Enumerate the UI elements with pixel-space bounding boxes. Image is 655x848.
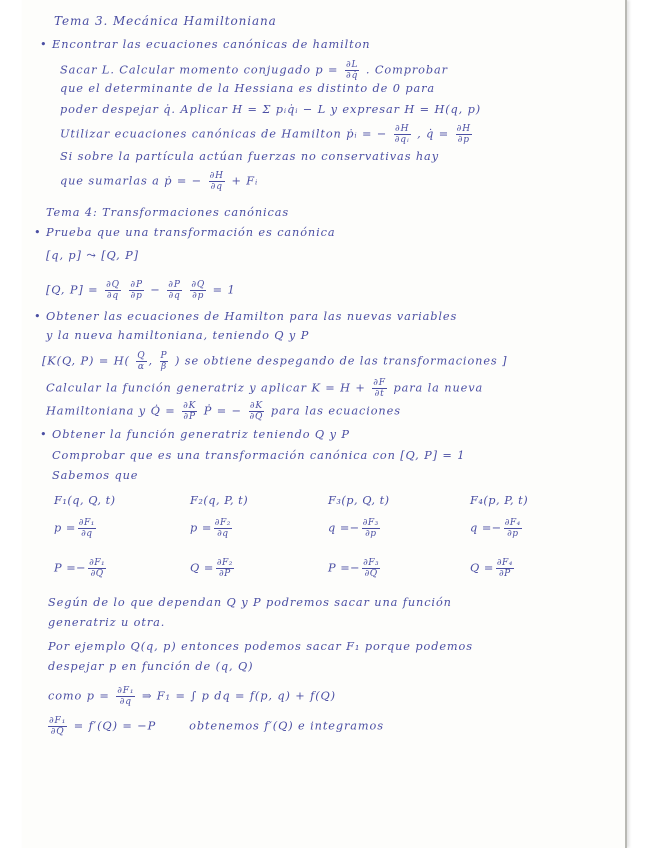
section-title-tema-3: Tema 3. Mecánica Hamiltoniana: [54, 14, 277, 28]
fraction: $\frac{\partial L}{\partial q̇}$: [345, 60, 359, 81]
generating-function-f4-head: F₄(p, P, t): [470, 494, 529, 507]
tema4-mapping: [q, p] ⤳ [Q, P]: [46, 249, 139, 262]
notebook-page: [22, 0, 627, 848]
tema4-bullet-3-line-3: Sabemos que: [52, 469, 139, 482]
tema3-line-2: Sacar L. Calcular momento conjugado p = $\frac{\partial L}{\partial q̇}$ . Comprobar: [60, 60, 448, 81]
paragraph-line-1: Según de lo que dependan Q y P podremos sacar una función: [48, 596, 452, 609]
generating-function-f2-head: F₂(q, P, t): [190, 494, 249, 507]
tema3-line-5: Utilizar ecuaciones canónicas de Hamilton ṗᵢ = − $\frac{\partial H}{\text{∂qᵢ}}$ , q̇ = $\frac{\partial H}{\partial p}$: [60, 124, 471, 145]
fraction: $\frac{Q}{\alpha}$: [137, 351, 146, 372]
fraction: $\frac{P}{\beta}$: [160, 351, 168, 372]
paragraph-line-2: generatriz u otra.: [48, 616, 166, 629]
fraction: $\frac{\partial Q}{\partial p}$: [191, 280, 206, 301]
section-title-tema-4: Tema 4: Transformaciones canónicas: [46, 206, 290, 219]
gen-row2-f3: P =− $\frac{\text{∂F₃}}{\partial Q}$: [328, 558, 380, 579]
tema4-bullet-2-line-3: [K(Q, P) = H( $\frac{Q}{\alpha}$ , $\frac{P}{\beta}$ ) se obtiene despegando de las transformaciones ]: [42, 351, 508, 372]
fraction: $\frac{\partial H}{\text{∂qᵢ}}$: [394, 124, 410, 145]
tema3-line-6: Si sobre la partícula actúan fuerzas no conservativas hay: [60, 150, 439, 163]
paragraph-line-6: $\frac{\text{∂F₁}}{\partial Q}$ = f′(Q) = −P obtenemos f′(Q) e integramos: [49, 716, 384, 737]
fraction: $\frac{\partial Q}{\partial q}$: [106, 280, 120, 301]
tema3-line-1: • Encontrar las ecuaciones canónicas de hamilton: [40, 38, 371, 51]
tema4-bullet-2-line-4: Calcular la función generatriz y aplicar K = H + $\frac{\partial F}{\partial t}$ para la nueva: [46, 378, 484, 399]
paragraph-line-4: despejar p en función de (q, Q): [48, 660, 254, 673]
tema3-line-3: que el determinante de la Hessiana es distinto de 0 para: [60, 82, 436, 95]
gen-row1-f1: p = $\frac{\text{∂F₁}}{\partial q}$: [54, 518, 95, 539]
gen-row1-f4: q =− $\frac{\text{∂F₄}}{\partial p}$: [470, 518, 521, 539]
tema4-bullet-2: • Obtener las ecuaciones de Hamilton para las nuevas variables: [34, 310, 458, 323]
tema4-bullet-1: • Prueba que una transformación es canónica: [34, 226, 336, 239]
generating-function-f3-head: F₃(p, Q, t): [328, 494, 390, 507]
tema4-bullet-3-line-2: Comprobar que es una transformación canónica con [Q, P] = 1: [52, 449, 466, 462]
fraction: $\frac{\text{∂F₁}}{\partial Q}$: [49, 716, 67, 737]
poisson-bracket-equation: [Q, P] = $\frac{\partial Q}{\partial q}$ $\frac{\partial P}{\partial p}$ − $\frac{\partial P}{\partial q}$ $\frac{\partial Q}{\partial p}$ = 1: [46, 280, 236, 301]
fraction: $\frac{\partial P}{\partial p}$: [130, 280, 143, 301]
generating-function-f1-head: F₁(q, Q, t): [54, 494, 116, 507]
gen-row2-f1: P =− $\frac{\text{∂F₁}}{\partial Q}$: [54, 558, 106, 579]
gen-row2-f2: Q = $\frac{\text{∂F₂}}{\partial P}$: [190, 558, 233, 579]
fraction: $\frac{\partial F}{\partial t}$: [373, 378, 386, 399]
tema4-bullet-2-line-2: y la nueva hamiltoniana, teniendo Q y P: [46, 329, 310, 342]
fraction: $\frac{\partial P}{\partial q}$: [168, 280, 181, 301]
gen-row2-f4: Q = $\frac{\text{∂F₄}}{\partial P}$: [470, 558, 513, 579]
gen-row1-f3: q =− $\frac{\text{∂F₃}}{\partial p}$: [328, 518, 379, 539]
gen-row1-f2: p = $\frac{\text{∂F₂}}{\partial q}$: [190, 518, 231, 539]
tema4-bullet-2-line-5: Hamiltoniana y Q̇ = $\frac{\partial K}{\partial P}$ Ṗ = − $\frac{\partial K}{\partial Q}$ para las ecuaciones: [46, 401, 401, 422]
fraction: $\frac{\partial H}{\partial p}$: [456, 124, 471, 145]
tema3-line-4: poder despejar q̇. Aplicar H = Σ pᵢq̇ᵢ − L y expresar H = H(q, p): [60, 103, 482, 116]
fraction: $\frac{\partial H}{\partial q}$: [209, 171, 224, 192]
fraction: $\frac{\text{∂F₁}}{\partial q}$: [117, 686, 135, 707]
tema3-line-7: que sumarlas a ṗ = − $\frac{\partial H}{\partial q}$ + Fᵢ: [60, 171, 259, 192]
paragraph-line-3: Por ejemplo Q(q, p) entonces podemos sacar F₁ porque podemos: [48, 640, 473, 653]
fraction: $\frac{\partial K}{\partial Q}$: [249, 401, 264, 422]
fraction: $\frac{\partial K}{\partial P}$: [183, 401, 197, 422]
paragraph-line-5: como p = $\frac{\text{∂F₁}}{\partial q}$ ⇒ F₁ = ∫ p dq = f(p, q) + f(Q): [48, 686, 336, 707]
tema4-bullet-3: • Obtener la función generatriz teniendo Q y P: [40, 428, 350, 441]
